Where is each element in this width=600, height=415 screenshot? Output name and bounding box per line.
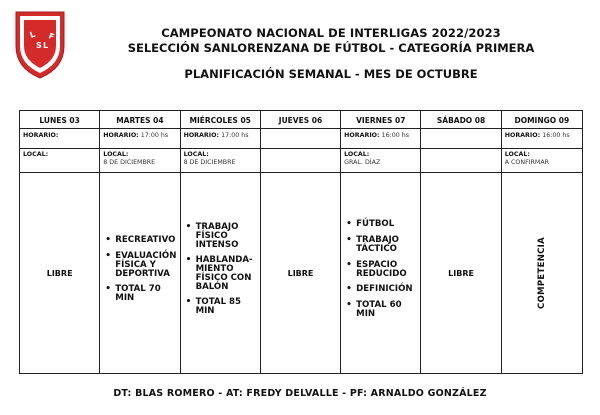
horario-cell: [421, 129, 501, 149]
local-value: 8 DE DICIEMBRE: [103, 159, 156, 166]
local-value: 8 DE DICIEMBRE: [183, 159, 236, 166]
content-sabado: [421, 173, 501, 373]
content-lunes: [20, 173, 100, 373]
local-cell: [181, 149, 261, 173]
horario-label: HORARIO:: [504, 132, 541, 139]
activity-item: • HABLANDA-MIENTO FÍSICO CON BALÓN: [184, 256, 257, 291]
activity-item: • ESPACIO REDUCIDO: [344, 261, 417, 279]
weekly-schedule-table: [19, 110, 583, 374]
horario-cell: [341, 129, 421, 149]
local-cell: [100, 149, 180, 173]
local-label: LOCAL:: [23, 151, 49, 158]
logo-letter: L: [43, 41, 49, 50]
horario-cell: [261, 129, 341, 149]
local-cell: [502, 149, 582, 173]
activity-item: • DEFINICIÓN: [344, 285, 417, 294]
activity-item: • TRABAJO FÍSICO INTENSO: [184, 223, 257, 249]
day-header-lunes: LUNES 03: [20, 111, 100, 129]
activity-item: • TRABAJO TÁCTICO: [344, 236, 417, 254]
planning-title: PLANIFICACIÓN SEMANAL - MES DE OCTUBRE: [184, 67, 478, 81]
libre-label: LIBRE: [46, 268, 73, 278]
horario-label: HORARIO:: [23, 132, 59, 139]
staff-credits: DT: BLAS ROMERO - AT: FREDY DELVALLE - PF: ARNALDO GONZÁLEZ: [113, 388, 487, 399]
horario-cell: [20, 129, 100, 149]
lslf-shield-icon: [12, 8, 68, 80]
logo-letter: S: [36, 41, 42, 50]
activity-item: • EVALUACIÓN FÍSICA Y DEPORTIVA: [103, 252, 176, 278]
horario-cell: [502, 129, 582, 149]
local-cell: [341, 149, 421, 173]
content-domingo: [502, 173, 582, 373]
local-cell: [20, 149, 100, 173]
shield-svg: [12, 8, 68, 80]
libre-label: LIBRE: [448, 268, 474, 278]
content-martes: [100, 173, 180, 373]
activity-item: • TOTAL 60 MIN: [344, 301, 417, 319]
horario-value: 17:00 hs: [140, 132, 169, 139]
horario-value: 16:00 hs: [542, 132, 570, 139]
selection-title: SELECCIÓN SANLORENZANA DE FÚTBOL - CATEGORÍA PRIMERA: [127, 41, 535, 55]
libre-label: LIBRE: [287, 268, 314, 278]
day-header-viernes: VIERNES 07: [341, 111, 421, 129]
activity-item: • TOTAL 85 MIN: [184, 298, 257, 316]
activity-list: [184, 223, 257, 323]
document-header: [70, 26, 592, 82]
horario-cell: [181, 129, 261, 149]
local-label: LOCAL:: [103, 151, 129, 158]
horario-label: HORARIO:: [344, 132, 380, 139]
activity-list: [103, 236, 176, 310]
activity-item: • FÚTBOL: [344, 220, 417, 229]
horario-value: 17:00 hs: [221, 132, 249, 139]
horario-cell: [100, 129, 180, 149]
competencia-label: COMPETENCIA: [536, 237, 547, 309]
activity-item: • TOTAL 70 MIN: [103, 285, 176, 303]
day-header-martes: MARTES 04: [100, 111, 180, 129]
local-label: LOCAL:: [504, 151, 530, 158]
local-label: LOCAL:: [344, 151, 370, 158]
local-value: A CONFIRMAR: [504, 159, 550, 166]
content-jueves: [261, 173, 341, 373]
horario-value: 16:00 hs: [381, 132, 410, 139]
local-cell: [261, 149, 341, 173]
day-header-miercoles: MIÉRCOLES 05: [181, 111, 261, 129]
activity-item: • RECREATIVO: [103, 236, 176, 245]
horario-label: HORARIO:: [103, 132, 139, 139]
content-miercoles: [181, 173, 261, 373]
championship-title: CAMPEONATO NACIONAL DE INTERLIGAS 2022/2023: [161, 26, 501, 40]
day-header-sabado: SÁBADO 08: [421, 111, 501, 129]
local-value: GRAL. DÍAZ: [344, 159, 381, 166]
local-cell: [421, 149, 501, 173]
logo-letter: L: [28, 29, 37, 40]
content-viernes: [341, 173, 421, 373]
day-header-domingo: DOMINGO 09: [502, 111, 582, 129]
logo-letter: F: [47, 31, 56, 42]
horario-label: HORARIO:: [183, 132, 219, 139]
day-header-jueves: JUEVES 06: [261, 111, 341, 129]
local-label: LOCAL:: [183, 151, 209, 158]
activity-list: [344, 220, 417, 325]
